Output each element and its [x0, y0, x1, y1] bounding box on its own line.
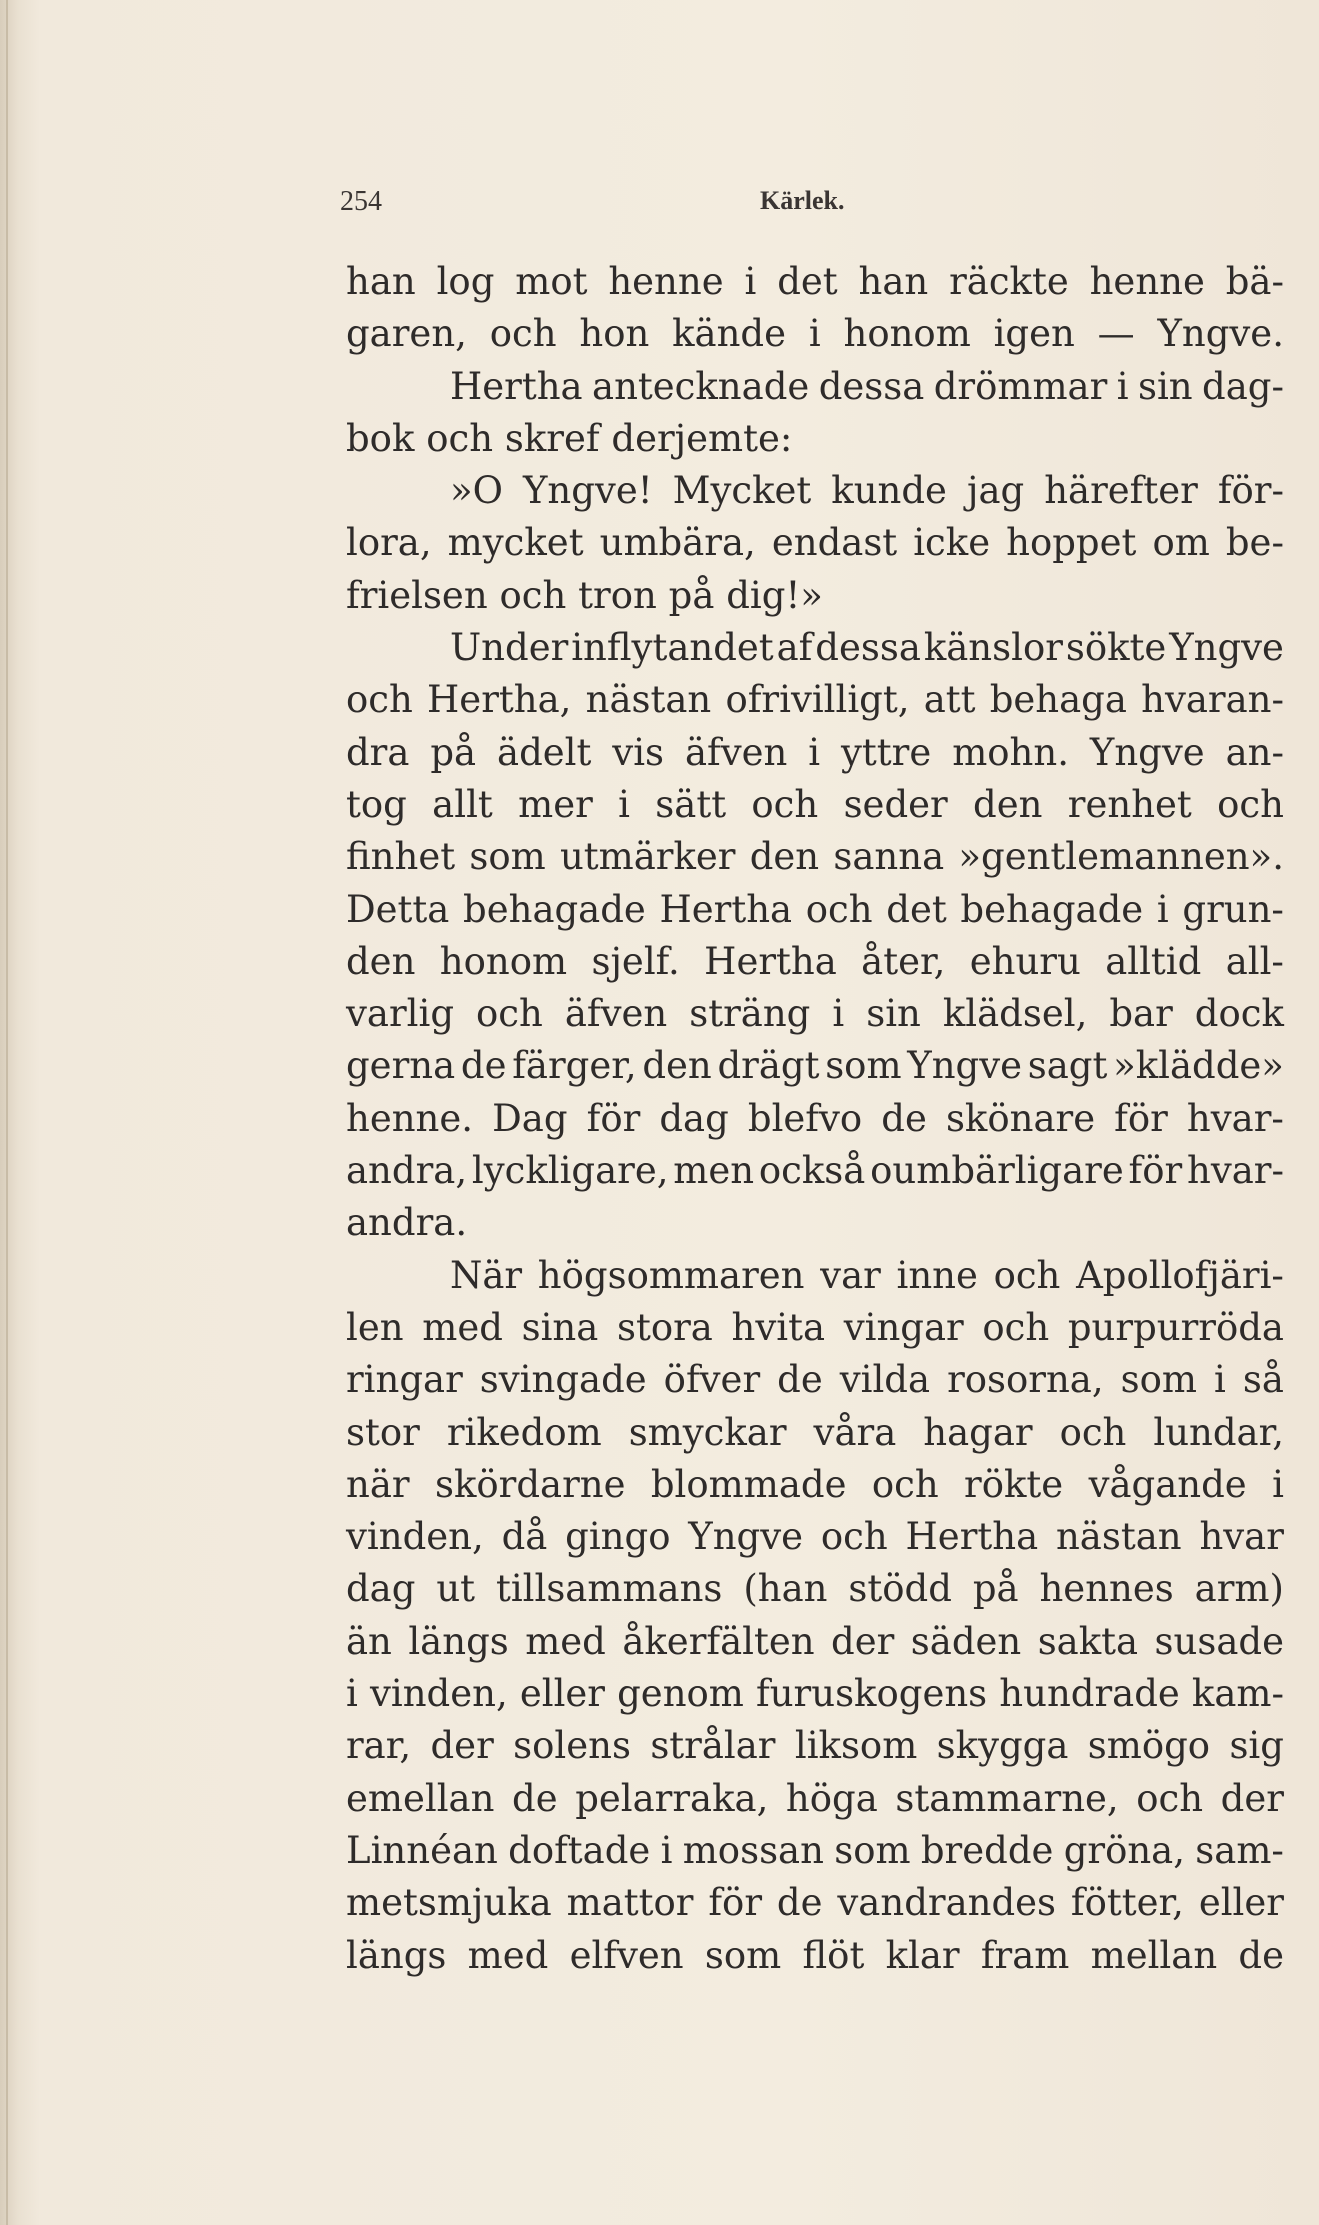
word: kände	[672, 312, 787, 356]
word: känslor	[923, 626, 1063, 670]
word: vinden,	[346, 1515, 484, 1559]
word: eller	[519, 1672, 605, 1716]
word: den	[749, 835, 820, 879]
word: all-	[1225, 939, 1284, 983]
word: och	[1217, 782, 1284, 826]
text-line	[346, 622, 1284, 674]
word: de	[777, 1358, 823, 1402]
text-line	[346, 1563, 1284, 1615]
word: sin	[1137, 364, 1193, 408]
word: bä-	[1225, 260, 1284, 303]
word: stora	[616, 1305, 713, 1349]
word: bok	[346, 416, 415, 460]
word: sätt	[655, 782, 727, 826]
text-line	[346, 308, 1284, 360]
word: tog	[346, 782, 407, 826]
word: hvita	[731, 1305, 826, 1349]
word: i	[618, 782, 630, 826]
text-line	[346, 256, 1284, 308]
word: i	[744, 260, 757, 303]
word: behaga	[989, 678, 1127, 722]
word: stödd	[848, 1567, 952, 1611]
word: kunde	[831, 469, 947, 513]
text-line	[346, 1145, 1284, 1197]
word: på	[668, 573, 715, 617]
word: blefvo	[747, 1096, 863, 1140]
word: varlig	[346, 992, 455, 1036]
word: hvaran-	[1141, 678, 1284, 722]
word: i	[1214, 1358, 1226, 1402]
text-line	[346, 1773, 1284, 1825]
word: seder	[843, 782, 948, 826]
word: hagar	[923, 1410, 1033, 1454]
word: eller	[1198, 1881, 1284, 1925]
text-line	[346, 674, 1284, 726]
word: ut	[436, 1567, 476, 1611]
word: ehuru	[969, 939, 1081, 983]
word: och	[489, 312, 557, 356]
word: ädelt	[497, 730, 592, 774]
word: skref	[504, 416, 600, 460]
word: tron	[578, 573, 657, 617]
word: grun-	[1182, 887, 1284, 931]
word: han	[858, 260, 929, 303]
word: vingar	[843, 1305, 964, 1349]
word: fötter,	[1070, 1881, 1184, 1925]
word: i	[660, 1828, 673, 1872]
text-line	[346, 517, 1284, 569]
word: räckte	[949, 260, 1069, 303]
word: de	[512, 1776, 558, 1820]
word: allt	[432, 782, 493, 826]
text-line	[346, 1093, 1284, 1145]
word: och	[426, 416, 494, 460]
word: dag	[659, 1096, 729, 1140]
word: be-	[1225, 521, 1284, 565]
word: äfven	[564, 992, 668, 1036]
word: sökte	[1065, 626, 1167, 670]
text-line	[346, 936, 1284, 988]
text-line	[346, 884, 1284, 936]
word: an-	[1225, 730, 1284, 774]
word: tillsammans	[495, 1567, 723, 1611]
word: Yngve!	[522, 469, 653, 513]
word: Hertha	[659, 887, 793, 931]
word: om	[1152, 521, 1210, 565]
word: der	[430, 1724, 494, 1768]
word: de	[776, 1881, 823, 1925]
word: och	[993, 1253, 1061, 1297]
word: hennes	[1039, 1567, 1174, 1611]
word: Apollofjäri-	[1076, 1253, 1284, 1297]
text-line	[346, 1877, 1284, 1929]
word: stor	[346, 1410, 420, 1454]
text-line	[346, 1511, 1284, 1563]
word: susade	[1154, 1619, 1284, 1663]
word: sakta	[1037, 1619, 1139, 1663]
word: lora,	[346, 521, 432, 565]
word: han	[346, 260, 416, 303]
word: icke	[913, 521, 991, 565]
word: på	[430, 730, 477, 774]
word: oumbärligare	[870, 1149, 1124, 1193]
page-number: 254	[340, 186, 382, 217]
word: för	[586, 1096, 641, 1140]
word: bredde	[920, 1828, 1054, 1872]
text-line	[346, 988, 1284, 1040]
word: vinden,	[369, 1672, 508, 1716]
word: höga	[785, 1776, 878, 1820]
word: det	[777, 260, 838, 303]
word: de	[881, 1096, 927, 1140]
word: dag-	[1202, 364, 1284, 408]
word: Mycket	[672, 469, 812, 513]
text-line	[346, 1616, 1284, 1668]
word: henne	[608, 260, 724, 303]
book-spine-edge	[6, 0, 8, 2225]
word: dock	[1194, 992, 1284, 1036]
word: också	[758, 1149, 866, 1193]
word: gerna	[346, 1044, 456, 1088]
running-head	[340, 186, 900, 226]
word: längs	[346, 1933, 447, 1977]
running-title: Kärlek.	[760, 186, 845, 215]
word: —	[1097, 312, 1135, 356]
word: den	[642, 1044, 712, 1088]
word: och	[346, 678, 413, 722]
word: frielsen	[346, 573, 488, 617]
word: sjelf.	[591, 939, 680, 983]
word: igen	[993, 312, 1075, 356]
word: de	[1238, 1933, 1284, 1977]
word: vilda	[839, 1358, 931, 1402]
word: liksom	[794, 1724, 918, 1768]
word: Hertha	[905, 1515, 1039, 1559]
word: för	[1128, 1149, 1183, 1193]
word: finhet	[346, 835, 456, 879]
word: drägt	[717, 1044, 820, 1088]
word: färger,	[512, 1044, 637, 1088]
word: äfven	[684, 730, 788, 774]
word: med	[422, 1305, 503, 1349]
text-line	[346, 831, 1284, 883]
word: »O	[450, 469, 503, 513]
word: våra	[813, 1410, 897, 1454]
body-text	[346, 256, 1284, 1982]
word: klar	[885, 1933, 960, 1977]
word: sin	[866, 992, 921, 1036]
word: henne	[1089, 260, 1205, 303]
word: lyckligare,	[471, 1149, 669, 1193]
word: (han	[743, 1567, 828, 1611]
word: antecknade	[592, 364, 810, 408]
text-line	[346, 1354, 1284, 1406]
word: purpurröda	[1067, 1305, 1284, 1349]
word: drömmar	[933, 364, 1108, 408]
word: och	[871, 1462, 939, 1506]
word: sig	[1229, 1724, 1284, 1768]
word: säden	[910, 1619, 1022, 1663]
word: åter,	[861, 939, 946, 983]
word: vandrandes	[837, 1881, 1057, 1925]
word: strålar	[650, 1724, 776, 1768]
word: Yngve.	[1157, 312, 1284, 356]
word: hundrade	[999, 1672, 1180, 1716]
word: metsmjuka	[346, 1881, 552, 1925]
word: vågande	[1088, 1462, 1247, 1506]
word: och	[1059, 1410, 1127, 1454]
text-line	[346, 1302, 1284, 1354]
word: der	[831, 1619, 895, 1663]
word: gingo	[565, 1515, 671, 1559]
word: doftade	[508, 1828, 651, 1872]
word: vis	[612, 730, 665, 774]
word: nästan	[1055, 1515, 1182, 1559]
word: sanna	[833, 835, 945, 879]
word: i	[808, 730, 821, 774]
word: hon	[579, 312, 650, 356]
word: Dag	[492, 1096, 568, 1140]
word: umbära,	[599, 521, 756, 565]
word: Detta	[346, 887, 450, 931]
word: rikedom	[446, 1410, 602, 1454]
text-line	[346, 1459, 1284, 1511]
text-line	[346, 1720, 1284, 1772]
text-line	[346, 1197, 1284, 1249]
word: hoppet	[1006, 521, 1137, 565]
word: klädsel,	[942, 992, 1088, 1036]
word: dessa	[818, 364, 925, 408]
word: svingade	[479, 1358, 647, 1402]
word: än	[346, 1619, 392, 1663]
word: Yngve	[1089, 730, 1205, 774]
word: Hertha,	[427, 678, 572, 722]
word: rökte	[964, 1462, 1064, 1506]
word: renhet	[1067, 782, 1192, 826]
word: garen,	[346, 312, 467, 356]
word: för	[1114, 1096, 1168, 1140]
text-line	[346, 465, 1284, 517]
word: mohn.	[952, 730, 1069, 774]
word: i	[832, 992, 845, 1036]
word: med	[525, 1619, 606, 1663]
word: så	[1242, 1358, 1284, 1402]
word: Yngve	[1169, 626, 1284, 670]
word: skördarne	[434, 1462, 626, 1506]
word: mot	[515, 260, 588, 303]
word: len	[346, 1305, 404, 1349]
text-line	[346, 413, 1284, 465]
word: mattor	[566, 1881, 694, 1925]
word: som	[825, 1044, 902, 1088]
word: log	[436, 260, 495, 303]
word: hvar	[1199, 1515, 1284, 1559]
word: andra,	[346, 1149, 468, 1193]
word: för	[708, 1881, 763, 1925]
word: och	[805, 887, 873, 931]
word: som	[469, 835, 546, 879]
word: genom	[617, 1672, 744, 1716]
text-line	[346, 1250, 1284, 1302]
word: blommade	[650, 1462, 847, 1506]
word: skönare	[945, 1096, 1096, 1140]
word: Under	[450, 626, 569, 670]
word: sträng	[689, 992, 811, 1036]
word: men	[673, 1149, 755, 1193]
word: då	[501, 1515, 548, 1559]
word: derjemte:	[611, 416, 793, 460]
word: i	[346, 1672, 358, 1716]
text-line	[346, 727, 1284, 779]
word: det	[886, 887, 947, 931]
word: stammarne,	[895, 1776, 1119, 1820]
text-line	[346, 570, 1284, 622]
word: emellan	[346, 1776, 495, 1820]
text-line	[346, 1040, 1284, 1092]
word: der	[1220, 1776, 1284, 1820]
word: Yngve	[688, 1515, 804, 1559]
word: åkerfälten	[622, 1619, 815, 1663]
word: ofrivilligt,	[725, 678, 910, 722]
word: och	[499, 573, 567, 617]
word: yttre	[841, 730, 932, 774]
word: utmärker	[559, 835, 736, 879]
word: mossan	[682, 1828, 824, 1872]
word: i	[808, 312, 821, 356]
text-line	[346, 1930, 1284, 1982]
word: gröna,	[1063, 1828, 1186, 1872]
word: mer	[518, 782, 593, 826]
word: af	[776, 626, 813, 670]
word: När	[450, 1253, 523, 1297]
word: ringar	[346, 1358, 463, 1402]
text-line	[346, 361, 1284, 413]
word: öfver	[663, 1358, 761, 1402]
word: »gentlemannen».	[958, 835, 1284, 879]
word: behagade	[463, 887, 646, 931]
word: Hertha	[704, 939, 837, 983]
word: Linnéan	[346, 1828, 498, 1872]
text-line	[346, 1407, 1284, 1459]
text-line	[346, 1668, 1284, 1720]
word: dig!»	[726, 573, 823, 617]
word: smögo	[1087, 1724, 1211, 1768]
word: arm)	[1194, 1567, 1284, 1611]
word: och	[476, 992, 543, 1036]
word: och	[982, 1305, 1050, 1349]
word: och	[751, 782, 819, 826]
word: behagade	[960, 887, 1144, 931]
word: pelarraka,	[575, 1776, 769, 1820]
word: i	[1272, 1462, 1284, 1506]
word: alltid	[1105, 939, 1202, 983]
word: lundar,	[1153, 1410, 1284, 1454]
word: hvar-	[1186, 1096, 1284, 1140]
word: mycket	[447, 521, 584, 565]
word: den	[973, 782, 1043, 826]
word: i	[1116, 364, 1129, 408]
word: rosorna,	[947, 1358, 1104, 1402]
word: som	[704, 1933, 782, 1977]
word: som	[834, 1828, 911, 1872]
word: var	[820, 1253, 881, 1297]
word: sagt	[1027, 1044, 1108, 1088]
text-line	[346, 779, 1284, 831]
word: elfven	[569, 1933, 684, 1977]
word: jag	[966, 469, 1025, 513]
word: inflytandet	[571, 626, 774, 670]
word: som	[1120, 1358, 1197, 1402]
word: endast	[771, 521, 898, 565]
text-line	[346, 1825, 1284, 1877]
word: hvar-	[1187, 1149, 1284, 1193]
word: sina	[521, 1305, 599, 1349]
word: längs	[408, 1619, 509, 1663]
word: Yngve	[907, 1044, 1023, 1088]
word: och	[1136, 1776, 1204, 1820]
word: smyckar	[628, 1410, 787, 1454]
word: kam-	[1191, 1672, 1284, 1716]
word: fram	[980, 1933, 1070, 1977]
word: och	[820, 1515, 888, 1559]
word: bar	[1109, 992, 1173, 1036]
word: solens	[513, 1724, 631, 1768]
word: att	[923, 678, 976, 722]
word: inne	[896, 1253, 978, 1297]
word: dra	[346, 730, 410, 774]
word: nästan	[585, 678, 712, 722]
word: de	[460, 1044, 507, 1088]
word: sam-	[1195, 1828, 1284, 1872]
word: flöt	[802, 1933, 865, 1977]
word: honom	[843, 312, 971, 356]
word: dag	[346, 1567, 416, 1611]
word: henne.	[346, 1096, 474, 1140]
word: Hertha	[450, 364, 583, 408]
word: för-	[1217, 469, 1284, 513]
word: den	[346, 939, 416, 983]
word: honom	[439, 939, 568, 983]
word: dessa	[815, 626, 921, 670]
word: när	[346, 1462, 410, 1506]
word: i	[1156, 887, 1169, 931]
word: »klädde»	[1113, 1044, 1284, 1088]
word: härefter	[1044, 469, 1198, 513]
word: på	[972, 1567, 1019, 1611]
word: högsommaren	[537, 1253, 805, 1297]
word: andra.	[346, 1201, 468, 1245]
word: furuskogens	[756, 1672, 988, 1716]
word: med	[467, 1933, 549, 1977]
word: rar,	[346, 1724, 412, 1768]
word: mellan	[1090, 1933, 1218, 1977]
word: skygga	[936, 1724, 1069, 1768]
